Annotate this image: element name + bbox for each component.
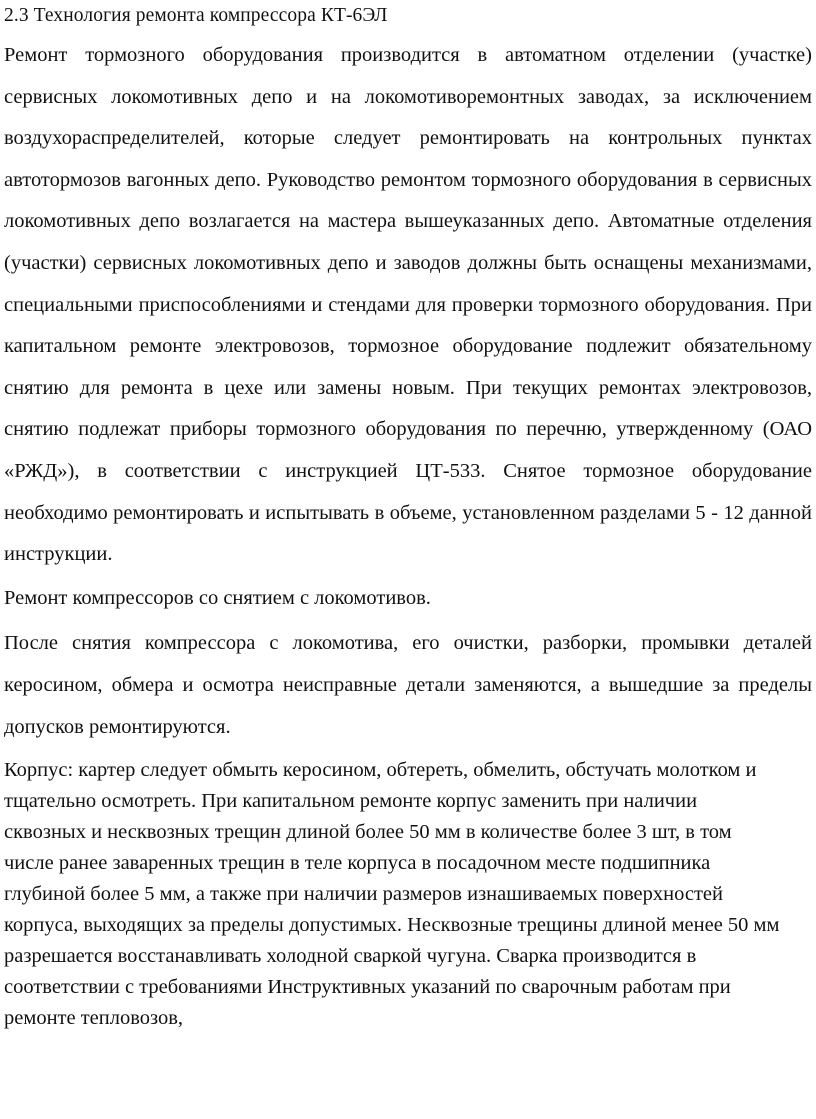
- paragraph-housing-repair: Корпус: картер следует обмыть керосином, обтереть, обмелить, обстучать молотком и тщательно осмотреть. При капитальном ремонте корпус заменить при наличии сквозных и несквозных трещин длиной более 50 мм в количестве более 3 шт, в том числе ранее заваренных трещин в теле корпуса в посадочном месте подшипника глубиной более 5 мм, а также при наличии размеров изнашиваемых поверхностей корпуса, выходящих за пределы допустимых. Несквозные трещины длиной менее 50 мм разрешается восстанавливать холодной сваркой чугуна. Сварка производится в соответствии с требованиями Инструктивных указаний по сварочным работам при ремонте тепловозов,: [4, 759, 780, 1030]
- paragraph-compressor-procedure: После снятия компрессора с локомотива, его очистки, разборки, промывки деталей керосином, обмера и осмотра неисправные детали заменяются, а вышедшие за пределы допусков ремонтируются.: [4, 632, 812, 738]
- paragraph-repair-overview: Ремонт тормозного оборудования производится в автоматном отделении (участке) сервисных локомотивных депо и на локомотиворемонтных заводах, за исключением воздухораспределителей, которые следует ремонтировать на контрольных пунктах автотормозов вагонных депо. Руководство ремонтом тормозного оборудования в сервисных локомотивных депо возлагается на мастера вышеуказанных депо. Автоматные отделения (участки) сервисных локомотивных депо и заводов должны быть оснащены механизмами, специальными приспособлениями и стендами для проверки тормозного оборудования. При капитальном ремонте электровозов, тормозное оборудование подлежит обязательному снятию для ремонта в цехе или замены новым. При текущих ремонтах электровозов, снятию подлежат приборы тормозного оборудования по перечню, утвержденному (ОАО «РЖД»), в соответствии с инструкцией ЦТ-533. Снятое тормозное оборудование необходимо ремонтировать и испытывать в объеме, установленном разделами 5 - 12 данной инструкции.: [4, 44, 812, 566]
- paragraph-compressor-removal-title: Ремонт компрессоров со снятием с локомотивов.: [4, 586, 431, 609]
- section-heading: 2.3 Технология ремонта компрессора КТ-6ЭЛ: [4, 5, 388, 26]
